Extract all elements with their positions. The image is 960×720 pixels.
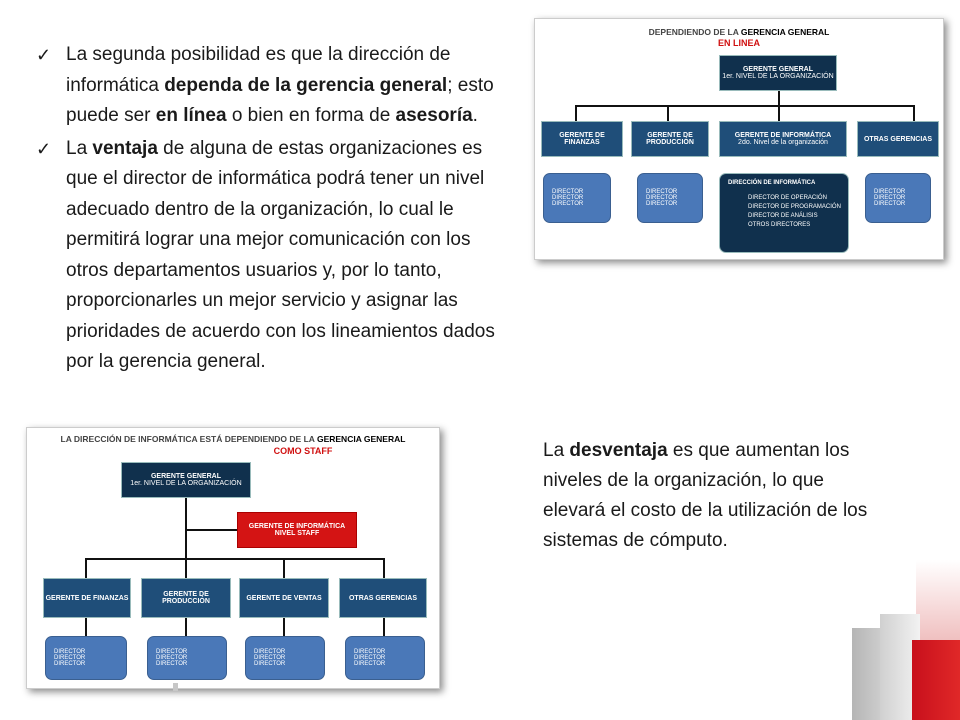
bullet-list: [36, 40, 511, 378]
org-chart-en-linea: [534, 18, 944, 260]
director-box: DIRECTOR DIRECTOR DIRECTOR: [543, 173, 611, 223]
bullet-item: [36, 134, 511, 378]
decorative-shape: [916, 560, 960, 640]
gerente-ventas-box: GERENTE DE VENTAS: [239, 578, 329, 618]
chart-title: LA DIRECCIÓN DE INFORMÁTICA ESTÁ DEPENDIENDO DE LA GERENCIA GENERAL: [60, 434, 406, 444]
chart-subtitle: COMO STAFF: [273, 446, 333, 456]
director-box: DIRECTOR DIRECTOR DIRECTOR: [245, 636, 325, 680]
gerente-produccion-box: GERENTE DE PRODUCCIÓN: [631, 121, 709, 157]
chart-title: DEPENDIENDO DE LA GERENCIA GENERAL: [648, 27, 830, 37]
director-box: DIRECTOR DIRECTOR DIRECTOR: [637, 173, 703, 223]
bullet-text: La ventaja de alguna de estas organizaciones es que el director de informática podrá tener un nivel adecuado dentro de la organización, lo cual le permitirá lograr una mejor comunicación con los otros departamentos usuarios y, por lo tanto, proporcionarles un mejor servicio y asignar las prioridades de acuerdo con los lineamientos dados por la gerencia general.: [66, 137, 495, 372]
gerente-informatica-staff-box: GERENTE DE INFORMÁTICA NIVEL STAFF: [237, 512, 357, 548]
gerente-finanzas-box: GERENTE DE FINANZAS: [541, 121, 623, 157]
desventaja-paragraph: La desventaja es que aumentan los niveles de la organización, lo que elevará el costo de la utilización de los sistemas de cómputo.: [543, 440, 868, 551]
director-box: DIRECTOR DIRECTOR DIRECTOR: [147, 636, 227, 680]
director-box: DIRECTOR DIRECTOR DIRECTOR: [345, 636, 425, 680]
checkmark-icon: ✓: [36, 138, 52, 159]
chart-subtitle: EN LINEA: [717, 38, 760, 48]
gerente-finanzas-box: GERENTE DE FINANZAS: [43, 578, 131, 618]
otras-gerencias-box: OTRAS GERENCIAS: [339, 578, 427, 618]
checkmark-icon: ✓: [36, 45, 52, 65]
decorative-shape: [912, 640, 960, 720]
bullet-text: La segunda posibilidad es que la dirección de informática dependa de la gerencia general; esto puede ser en línea o bien en forma de asesoría.: [66, 44, 494, 126]
direccion-informatica-box: DIRECCIÓN DE INFORMÁTICA DIRECTOR DE OPERACIÓN DIRECTOR DE PROGRAMACIÓN DIRECTOR DE ANÁLISIS OTROS DIRECTORES: [719, 173, 849, 253]
gerente-general-box: GERENTE GENERAL 1er. NIVEL DE LA ORGANIZACIÓN: [719, 55, 837, 91]
bullet-item: [36, 40, 511, 132]
otras-gerencias-box: OTRAS GERENCIAS: [857, 121, 939, 157]
org-chart-como-staff: [26, 427, 440, 689]
gerente-general-box: GERENTE GENERAL 1er. NIVEL DE LA ORGANIZACIÓN: [121, 462, 251, 498]
director-box: DIRECTOR DIRECTOR DIRECTOR: [45, 636, 127, 680]
director-box: DIRECTOR DIRECTOR DIRECTOR: [865, 173, 931, 223]
gerente-produccion-box: GERENTE DE PRODUCCIÓN: [141, 578, 231, 618]
decorative-dot: [173, 683, 178, 691]
gerente-informatica-box: GERENTE DE INFORMÁTICA 2do. Nivel de la organización: [719, 121, 847, 157]
